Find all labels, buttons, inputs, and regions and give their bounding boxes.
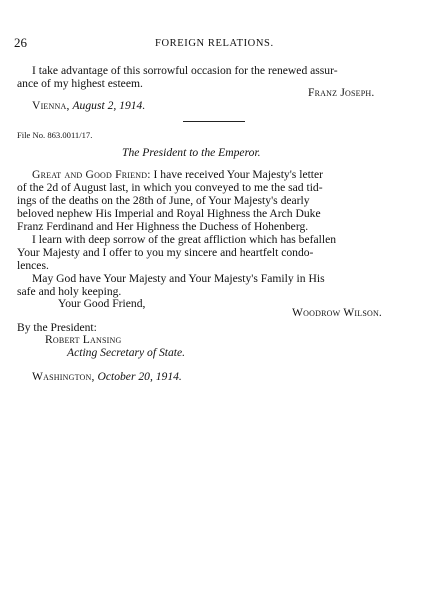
letter1-dateline [32,99,145,112]
letter2-text-line: ings of the deaths on the 28th of June, of Your Majesty's dearly [17,194,310,207]
letter2-first-line [32,168,323,181]
letter2-text-line: I have received Your Majesty's letter [153,168,324,181]
letter2-text-line: May God have Your Majesty and Your Majesty's Family in His [32,272,325,285]
salutation: Great and Good Friend: [32,168,151,181]
separator-rule [183,121,245,122]
secretary-title: Acting Secretary of State. [67,346,186,359]
page-number: 26 [14,35,27,50]
letter2-text-line: I learn with deep sorrow of the great affliction which has befallen [32,233,337,246]
letter1-date: August 2, 1914. [72,99,146,112]
letter1-place: Vienna, [32,99,70,112]
letter2-place: Washington, [32,370,95,383]
letter2-closing: Your Good Friend, [58,297,146,310]
letter1-text-line: ance of my highest esteem. [17,77,143,90]
letter2-text-line: beloved nephew His Imperial and Royal Highness the Arch Duke [17,207,321,220]
letter1-text-line: I take advantage of this sorrowful occasion for the renewed assur- [32,64,338,77]
letter2-date: October 20, 1914. [97,370,182,383]
letter2-text-line: safe and holy keeping. [17,285,122,298]
letter2-text-line: Franz Ferdinand and Her Highness the Duchess of Hohenberg. [17,220,309,233]
file-number: File No. 863.0011/17. [17,130,93,140]
secretary-name: Robert Lansing [45,333,122,346]
letter2-text-line: lences. [17,259,49,272]
by-the-president: By the President: [17,321,97,334]
letter1-signature: Franz Joseph. [308,86,375,99]
letter2-text-line: of the 2d of August last, in which you conveyed to me the sad tid- [17,181,323,194]
letter2-dateline [32,370,182,383]
running-title: FOREIGN RELATIONS. [155,38,274,49]
letter2-text-line: Your Majesty and I offer to you my sincere and heartfelt condo- [17,246,314,259]
letter2-heading: The President to the Emperor. [122,146,261,159]
letter2-signature: Woodrow Wilson. [292,306,383,319]
